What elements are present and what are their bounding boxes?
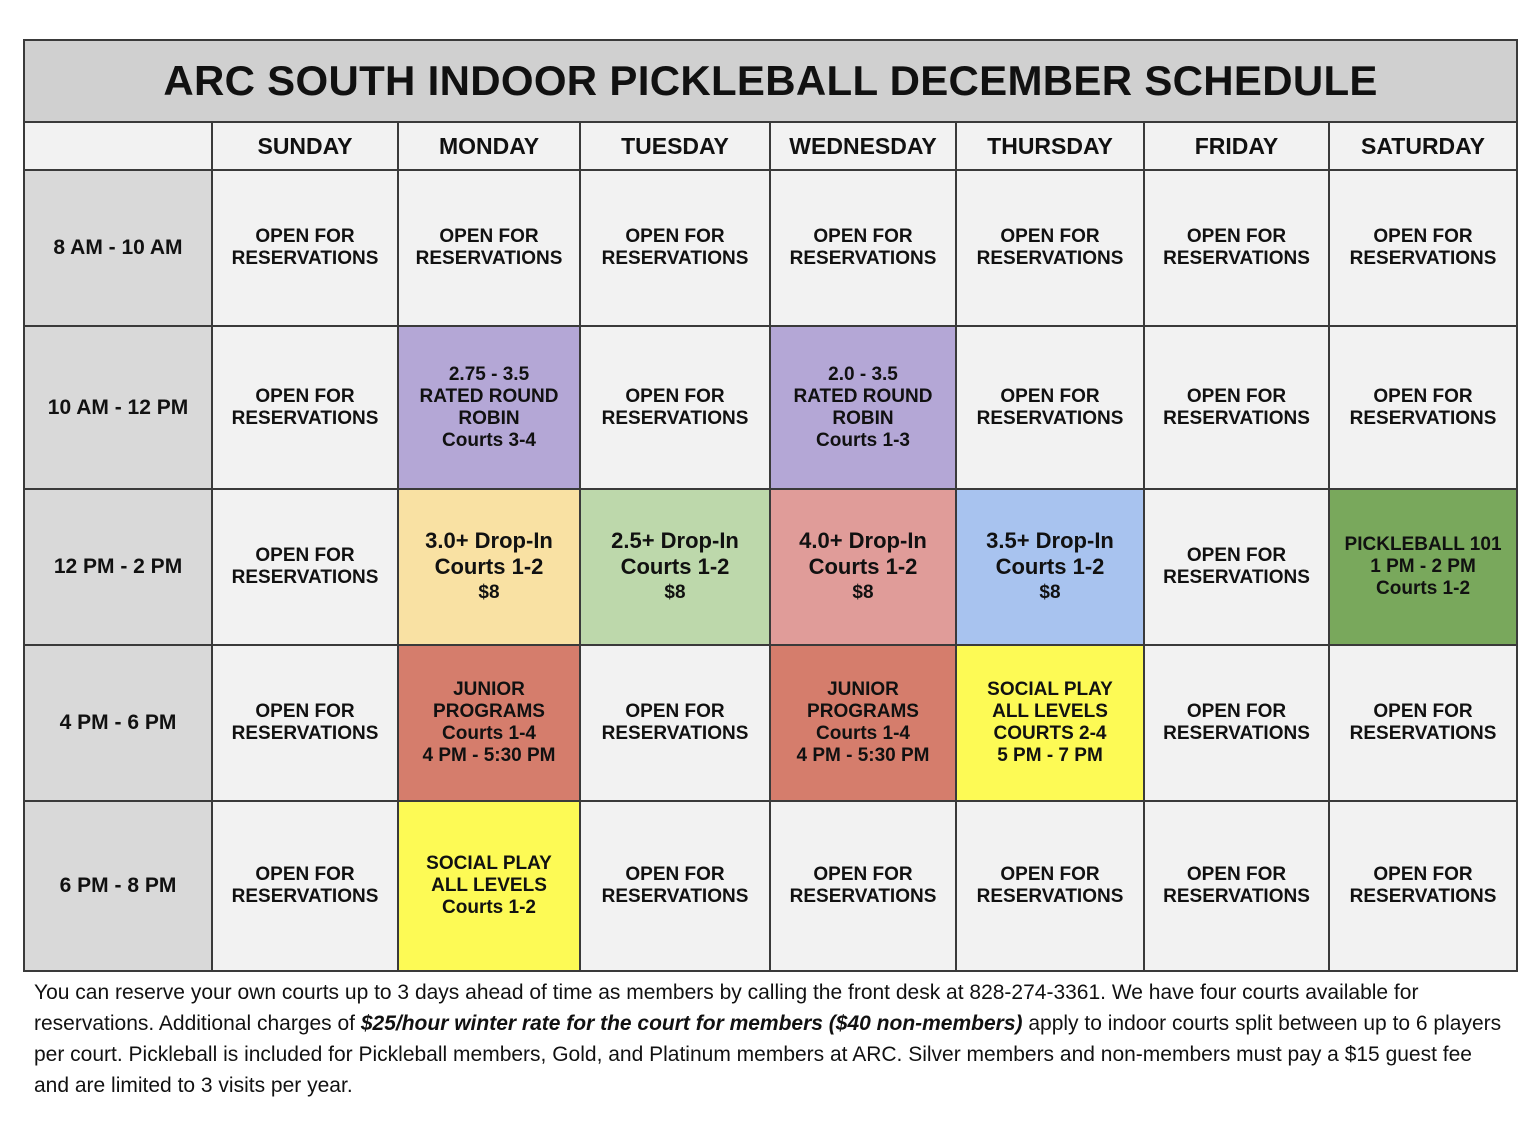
schedule-cell-line: 4 PM - 5:30 PM: [796, 745, 930, 766]
schedule-cell-line: RESERVATIONS: [1163, 567, 1310, 588]
schedule-cell-line: 2.5+ Drop-In: [611, 528, 739, 553]
schedule-cell-line: OPEN FOR: [255, 385, 355, 407]
schedule-cell-line: 1 PM - 2 PM: [1370, 556, 1476, 577]
schedule-cell-line: OPEN FOR: [625, 385, 725, 407]
reservation-info-text-2: apply to indoor courts split between up to 6 players per court. Pickleball is included for Pickleball members, Gold, and Platinum members at ARC. Silver members and non-members must pay a $15 guest fee and are limited to 3 visits per year.: [34, 1012, 1502, 1097]
schedule-cell-line: PROGRAMS: [433, 701, 545, 722]
schedule-cell-line: RESERVATIONS: [1349, 407, 1497, 429]
schedule-cell-friday: [1144, 801, 1329, 971]
schedule-cell-friday: [1144, 170, 1329, 326]
reservation-info-text-1: You can reserve your own courts up to 3 days ahead of time as members by calling the front desk at 828-274-3361. We have four courts available for reservations. Additional charges of: [34, 981, 1419, 1035]
schedule-cell-sunday: [212, 645, 398, 801]
day-header-wednesday: WEDNESDAY: [770, 122, 956, 170]
schedule-cell-line: 3.0+ Drop-In: [425, 528, 553, 553]
schedule-cell-line: RESERVATIONS: [1163, 886, 1310, 907]
schedule-cell-line: 3.5+ Drop-In: [986, 528, 1114, 553]
schedule-cell-sunday: [212, 801, 398, 971]
schedule-cell-line: Courts 1-3: [816, 429, 910, 451]
schedule-row: [24, 801, 1517, 971]
schedule-cell-line: SOCIAL PLAY: [426, 853, 552, 874]
schedule-cell-line: JUNIOR: [827, 679, 899, 700]
schedule-cell-line: RESERVATIONS: [231, 567, 379, 588]
schedule-cell-line: RESERVATIONS: [976, 886, 1124, 907]
schedule-cell-thursday: [956, 170, 1144, 326]
schedule-cell-saturday: [1329, 489, 1517, 645]
schedule-cell-line: PROGRAMS: [807, 701, 919, 722]
schedule-row: [24, 645, 1517, 801]
schedule-cell-friday: [1144, 326, 1329, 489]
day-header-friday: FRIDAY: [1144, 122, 1329, 170]
schedule-cell-line: OPEN FOR: [255, 226, 355, 247]
schedule-cell-line: RESERVATIONS: [601, 407, 749, 429]
schedule-cell-line: COURTS 2-4: [993, 723, 1107, 744]
day-header-monday: MONDAY: [398, 122, 580, 170]
schedule-cell-line: Courts 1-2: [620, 554, 730, 579]
schedule-cell-line: ALL LEVELS: [992, 701, 1108, 722]
schedule-cell-line: OPEN FOR: [1186, 385, 1287, 407]
schedule-cell-tuesday: [580, 170, 770, 326]
schedule-cell-line: SOCIAL PLAY: [987, 679, 1113, 700]
schedule-cell-line: RESERVATIONS: [415, 248, 563, 269]
schedule-cell-line: ROBIN: [458, 407, 520, 429]
schedule-cell-line: OPEN FOR: [1000, 864, 1100, 885]
schedule-cell-monday: [398, 645, 580, 801]
schedule-cell-line: OPEN FOR: [255, 545, 355, 566]
schedule-cell-tuesday: [580, 801, 770, 971]
schedule-cell-line: Courts 1-2: [1376, 578, 1471, 599]
schedule-cell-line: Courts 1-2: [808, 554, 918, 579]
schedule-cell-line: RESERVATIONS: [231, 248, 379, 269]
schedule-cell-line: OPEN FOR: [1000, 385, 1100, 407]
schedule-cell-line: RESERVATIONS: [231, 886, 379, 907]
schedule-cell-line: OPEN FOR: [1186, 701, 1287, 722]
schedule-row: [24, 170, 1517, 326]
schedule-cell-line: Courts 1-4: [816, 723, 910, 744]
time-slot-label: 6 PM - 8 PM: [24, 801, 212, 971]
reservation-rate-emphasis: $25/hour winter rate for the court for members ($40 non-members): [360, 1012, 1023, 1035]
schedule-cell-line: PICKLEBALL 101: [1344, 534, 1502, 555]
schedule-cell-line: OPEN FOR: [255, 701, 355, 722]
time-slot-label: 4 PM - 6 PM: [24, 645, 212, 801]
schedule-cell-line: ROBIN: [832, 407, 894, 429]
schedule-cell-line: OPEN FOR: [255, 864, 355, 885]
schedule-cell-line: RESERVATIONS: [1163, 407, 1310, 429]
schedule-cell-saturday: [1329, 170, 1517, 326]
schedule-cell-line: RESERVATIONS: [1349, 248, 1497, 269]
schedule-cell-line: OPEN FOR: [1186, 545, 1287, 566]
schedule-cell-line: Courts 1-2: [995, 554, 1105, 579]
schedule-cell-line: $8: [1039, 582, 1061, 603]
schedule-cell-line: 4 PM - 5:30 PM: [422, 745, 556, 766]
schedule-cell-line: RESERVATIONS: [1163, 248, 1310, 269]
schedule-cell-thursday: [956, 489, 1144, 645]
schedule-cell-line: 2.75 - 3.5: [448, 363, 530, 385]
schedule-cell-line: Courts 1-4: [442, 723, 536, 744]
schedule-cell-line: OPEN FOR: [1186, 226, 1287, 247]
schedule-cell-line: $8: [478, 582, 500, 603]
schedule-cell-line: OPEN FOR: [1373, 385, 1473, 407]
schedule-cell-saturday: [1329, 645, 1517, 801]
time-slot-label: 10 AM - 12 PM: [24, 326, 212, 489]
schedule-cell-line: 4.0+ Drop-In: [799, 528, 927, 553]
schedule-cell-thursday: [956, 801, 1144, 971]
schedule-cell-line: OPEN FOR: [625, 701, 725, 722]
schedule-cell-line: OPEN FOR: [625, 864, 725, 885]
schedule-cell-line: $8: [852, 582, 874, 603]
schedule-cell-line: RESERVATIONS: [601, 886, 749, 907]
schedule-cell-line: RATED ROUND: [419, 385, 559, 407]
schedule-cell-saturday: [1329, 326, 1517, 489]
schedule-cell-line: OPEN FOR: [625, 226, 725, 247]
schedule-cell-monday: [398, 170, 580, 326]
schedule-cell-line: OPEN FOR: [813, 226, 913, 247]
schedule-cell-line: Courts 1-2: [442, 897, 536, 918]
time-slot-label: 8 AM - 10 AM: [24, 170, 212, 326]
schedule-row: [24, 489, 1517, 645]
schedule-cell-friday: [1144, 489, 1329, 645]
schedule-cell-line: RESERVATIONS: [976, 407, 1124, 429]
time-slot-label: 12 PM - 2 PM: [24, 489, 212, 645]
schedule-title: ARC SOUTH INDOOR PICKLEBALL DECEMBER SCHEDULE: [24, 40, 1517, 122]
schedule-cell-monday: [398, 326, 580, 489]
schedule-cell-tuesday: [580, 645, 770, 801]
schedule-cell-line: RESERVATIONS: [976, 248, 1124, 269]
schedule-cell-line: RESERVATIONS: [789, 886, 937, 907]
schedule-cell-sunday: [212, 489, 398, 645]
schedule-cell-line: OPEN FOR: [439, 226, 539, 247]
schedule-cell-line: RESERVATIONS: [1163, 723, 1310, 744]
schedule-cell-line: ALL LEVELS: [431, 875, 547, 896]
schedule-cell-line: OPEN FOR: [1000, 226, 1100, 247]
day-header-saturday: SATURDAY: [1329, 122, 1517, 170]
schedule-cell-saturday: [1329, 801, 1517, 971]
reservation-info: [34, 977, 1509, 1101]
schedule-cell-wednesday: [770, 326, 956, 489]
schedule-cell-line: OPEN FOR: [1373, 864, 1473, 885]
schedule-cell-line: OPEN FOR: [1373, 226, 1473, 247]
schedule-cell-thursday: [956, 326, 1144, 489]
day-header-row: [24, 122, 1517, 170]
schedule-cell-wednesday: [770, 489, 956, 645]
schedule-cell-line: RESERVATIONS: [231, 407, 379, 429]
day-header-thursday: THURSDAY: [956, 122, 1144, 170]
schedule-cell-wednesday: [770, 170, 956, 326]
schedule-cell-tuesday: [580, 489, 770, 645]
schedule-cell-line: RESERVATIONS: [601, 723, 749, 744]
schedule-cell-tuesday: [580, 326, 770, 489]
schedule-table: [23, 39, 1518, 972]
schedule-cell-wednesday: [770, 645, 956, 801]
schedule-cell-monday: [398, 489, 580, 645]
schedule-cell-line: OPEN FOR: [1373, 701, 1473, 722]
schedule-cell-line: 2.0 - 3.5: [828, 363, 898, 385]
schedule-cell-line: Courts 1-2: [434, 554, 544, 579]
schedule-cell-line: RESERVATIONS: [789, 248, 937, 269]
schedule-cell-line: OPEN FOR: [813, 864, 913, 885]
schedule-cell-line: RESERVATIONS: [1349, 723, 1497, 744]
schedule-cell-line: 5 PM - 7 PM: [997, 745, 1103, 766]
day-header-sunday: SUNDAY: [212, 122, 398, 170]
schedule-cell-line: Courts 3-4: [442, 429, 536, 451]
schedule-body: [24, 170, 1517, 971]
schedule-cell-friday: [1144, 645, 1329, 801]
title-row: [24, 40, 1517, 122]
schedule-cell-thursday: [956, 645, 1144, 801]
schedule-cell-sunday: [212, 326, 398, 489]
schedule-cell-wednesday: [770, 801, 956, 971]
schedule-row: [24, 326, 1517, 489]
schedule-cell-line: RESERVATIONS: [1349, 886, 1497, 907]
schedule-cell-monday: [398, 801, 580, 971]
schedule-cell-line: $8: [664, 582, 686, 603]
corner-cell: [24, 122, 212, 170]
schedule-cell-line: RATED ROUND: [793, 385, 933, 407]
schedule-cell-line: RESERVATIONS: [231, 723, 379, 744]
schedule-cell-line: RESERVATIONS: [601, 248, 749, 269]
day-header-tuesday: TUESDAY: [580, 122, 770, 170]
schedule-cell-line: OPEN FOR: [1186, 864, 1287, 885]
schedule-cell-line: JUNIOR: [453, 679, 525, 700]
schedule-cell-sunday: [212, 170, 398, 326]
